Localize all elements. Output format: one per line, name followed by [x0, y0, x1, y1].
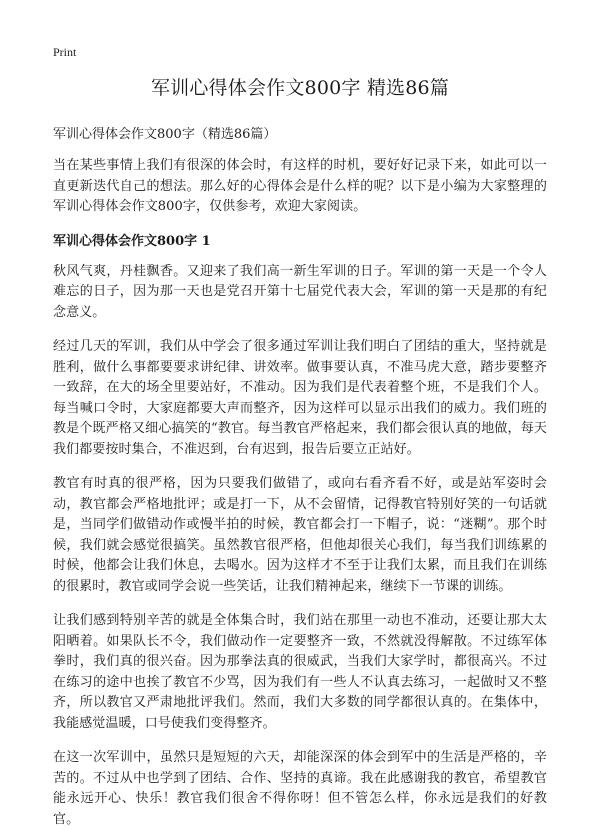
body-paragraph: 秋风气爽，丹桂飘香。又迎来了我们高一新生军训的日子。军训的第一天是一个令人难忘的日子，因为那一天也是党召开第十七届党代表大会，军训的第一天是那的有纪念意义。	[53, 263, 547, 320]
intro-paragraph: 当在某些事情上我们有很深的体会时，有这样的时机，要好好记录下来，如此可以一直更新迭代自己的想法。那么好的心得体会是什么样的呢？以下是小编为大家整理的军训心得体会作文800字，仅供参考，欢迎大家阅读。	[53, 158, 547, 214]
print-link[interactable]: Print	[53, 45, 77, 59]
subtitle: 军训心得体会作文800字（精选86篇）	[53, 127, 277, 142]
section-heading: 军训心得体会作文800字 1	[53, 233, 211, 249]
body-paragraph: 经过几天的军训，我们从中学会了很多通过军训让我们明白了团结的重大，坚持就是胜利，做什么事都要要求讲纪律、讲效率。做事要认真，不准马虎大意，踏步要整齐一致辞，在大的场全里要站好，不准动。因为我们是代表着整个班，不是我们个人。每当喊口令时，大家庭都要大声而整齐，因为这样可以显示出我们的威力。我们班的教是个既严格又细心搞笑的“教官。每当教官严格起来，我们都会很认真的地做，每天我们都要按时集合，不准迟到，台有迟到，报告后要立正站好。	[53, 339, 547, 457]
body-paragraph: 在这一次军训中，虽然只是短短的六天，却能深深的体会到军中的生活是严格的，辛苦的。不过从中也学到了团结、合作、坚持的真谛。我在此感谢我的教官，希望教官能永远开心、快乐！教官我们很舍不得你呀！但不管怎么样，你永远是我们的好教官。	[53, 750, 547, 827]
body-paragraph: 教官有时真的很严格，因为只要我们做错了，或向右看齐看不好，或是站军姿时会动，教官都会严格地批评；或是打一下，从不会留情，记得教官特别好笑的一句话就是，当同学们做错动作或慢半拍的时候，教官都会打一下帽子，说：“迷糊”。那个时候，我们就会感觉很搞笑。虽然教官很严格，但他却很关心我们，每当我们训练累的时候，他都会让我们休息，去喝水。因为这样才不至于让我们太累，而且我们在训练的很累时，教官或同学会说一些笑话，让我们精神起来，继续下一节课的训练。	[53, 476, 547, 594]
page-title: 军训心得体会作文800字 精选86篇	[150, 77, 450, 99]
body-paragraph: 让我们感到特别辛苦的就是全体集合时，我们站在那里一动也不准动，还要让那大太阳晒着。如果队长不令，我们做动作一定要整齐一致，不然就没得解散。不过练军体拳时，我们真的很兴奋。因为那拳法真的很威武，当我们大家学时，都很高兴。不过在练习的途中也挨了教官不少骂，因为我们有一些人不认真去练习，一起做时又不整齐，所以教官又严肃地批评我们。然而，我们大多数的同学都很认真的。在集体中，我能感觉温暖，口号使我们变得整齐。	[53, 613, 547, 731]
